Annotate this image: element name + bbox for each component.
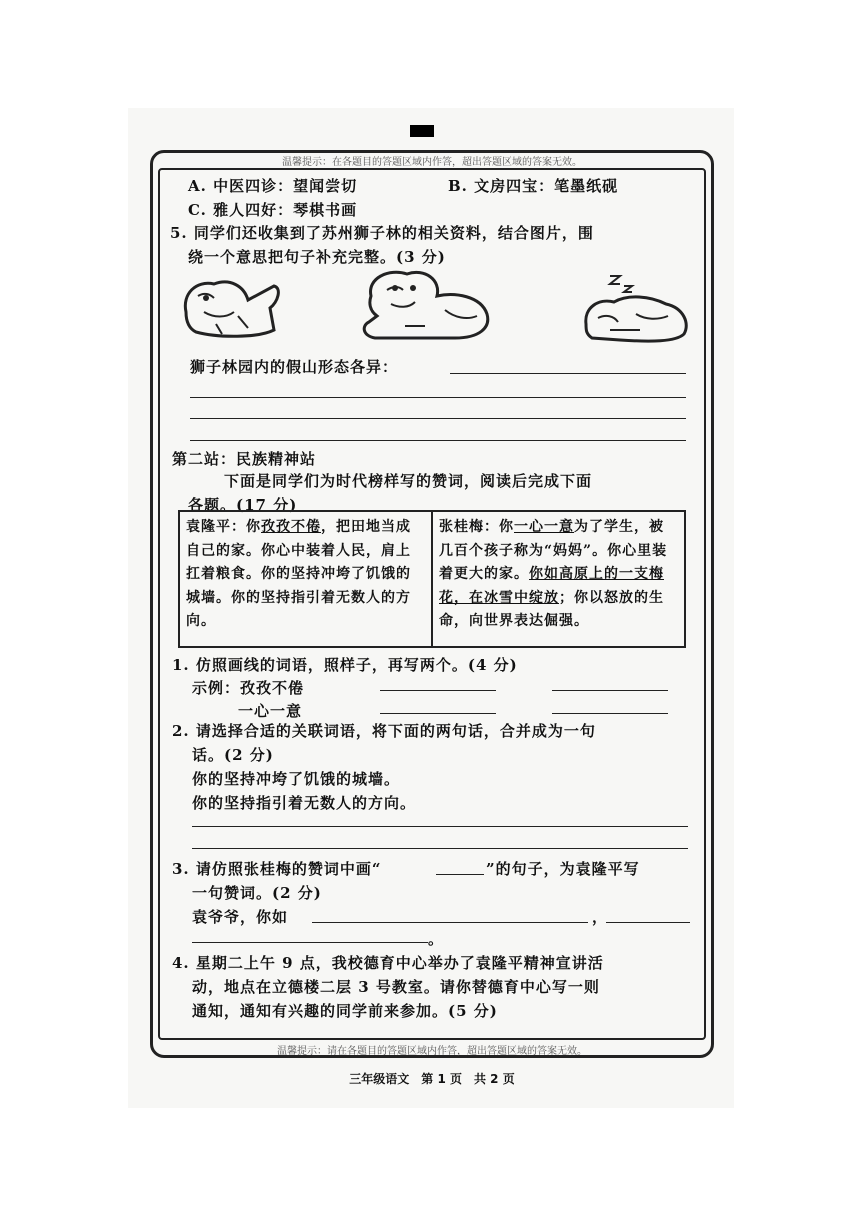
option-b: B. 文房四宝：笔墨纸砚 xyxy=(448,177,619,195)
q1-answer-3[interactable] xyxy=(380,713,496,714)
q5-answer-line-4[interactable] xyxy=(190,440,686,441)
q4-line2: 动，地点在立德楼二层 3 号教室。请你替德育中心写一则 xyxy=(192,978,600,996)
q3-inline-underline xyxy=(436,874,484,875)
bottom-notice: 温馨提示：请在各题目的答题区域内作答，超出答题区域的答案无效。 xyxy=(277,1046,587,1057)
q5-answer-line-1[interactable] xyxy=(450,373,686,374)
lion-rock-image-1 xyxy=(178,272,288,344)
q2-sentence-2: 你的坚持指引着无数人的方向。 xyxy=(192,794,417,812)
q2-answer-line-1[interactable] xyxy=(192,826,688,827)
praise-yuan-longping: 袁隆平：你孜孜不倦，把田地当成自己的家。你心中装着人民，肩上扛着粮食。你的坚持冲垮了饥饿的城墙。你的坚持指引着无数人的方向。 xyxy=(186,519,411,629)
praise-left-name: 袁隆平： xyxy=(186,519,246,535)
lion-rock-image-3 xyxy=(580,272,692,344)
q2-line2: 话。(2 分) xyxy=(192,746,274,764)
q1-text: 1. 仿照画线的词语，照样子，再写两个。(4 分) xyxy=(172,656,518,674)
q2-sentence-1: 你的坚持冲垮了饥饿的城墙。 xyxy=(192,770,401,788)
praise-table xyxy=(178,510,686,648)
q1-example-2: 一心一意 xyxy=(238,702,303,720)
q3-answer-1[interactable] xyxy=(312,922,588,923)
q1-example-label: 示例：孜孜不倦 xyxy=(192,679,305,697)
q3-line1b: ”的句子，为袁隆平写 xyxy=(486,860,640,878)
praise-left-underline: 孜孜不倦 xyxy=(261,519,321,535)
q5-answer-line-3[interactable] xyxy=(190,418,686,419)
q3-line1a: 3. 请仿照张桂梅的赞词中画“ xyxy=(172,860,382,878)
praise-right-name: 张桂梅： xyxy=(439,519,499,535)
praise-zhang-guimei: 张桂梅：你一心一意为了学生，被几百个孩子称为“妈妈”。你心里装着更大的家。你如高原上的一支梅花，在冰雪中绽放；你以怒放的生命，向世界表达倔强。 xyxy=(431,512,684,646)
station2-intro-2: 各题。(17 分) xyxy=(188,496,298,514)
top-notice: 温馨提示：在各题目的答题区域内作答，超出答题区域的答案无效。 xyxy=(282,157,582,168)
q1-answer-1[interactable] xyxy=(380,690,496,691)
q3-answer-3[interactable] xyxy=(192,942,428,943)
q2-line1: 2. 请选择合适的关联词语，将下面的两句话，合并成为一句 xyxy=(172,722,596,740)
q5-prompt: 狮子林园内的假山形态各异： xyxy=(190,358,399,376)
q1-answer-2[interactable] xyxy=(552,690,668,691)
q4-line3: 通知，通知有兴趣的同学前来参加。(5 分) xyxy=(192,1002,498,1020)
praise-right-underline-2: 你如高原上的一支梅花，在冰雪中绽放 xyxy=(439,566,664,606)
option-a: A. 中医四诊：望闻尝切 xyxy=(188,177,358,195)
alignment-marker xyxy=(410,125,434,137)
page-footer: 三年级语文 第 1 页 共 2 页 xyxy=(349,1072,515,1086)
q5-answer-line-2[interactable] xyxy=(190,397,686,398)
q1-answer-4[interactable] xyxy=(552,713,668,714)
q3-line2: 一句赞词。(2 分) xyxy=(192,884,322,902)
q3-answer-2[interactable] xyxy=(606,922,690,923)
station2-title: 第二站：民族精神站 xyxy=(172,450,317,468)
q3-start: 袁爷爷，你如 xyxy=(192,908,289,926)
station2-intro-1: 下面是同学们为时代榜样写的赞词，阅读后完成下面 xyxy=(224,472,593,490)
q4-line1: 4. 星期二上午 9 点，我校德育中心举办了袁隆平精神宣讲活 xyxy=(172,954,604,972)
q2-answer-line-2[interactable] xyxy=(192,848,688,849)
q5-line1: 5. 同学们还收集到了苏州狮子林的相关资料，结合图片，围 xyxy=(170,224,594,242)
praise-right-underline-1: 一心一意 xyxy=(514,519,574,535)
option-c: C. 雅人四好：琴棋书画 xyxy=(188,201,358,219)
lion-rock-image-2 xyxy=(355,266,495,344)
q5-line2: 绕一个意思把句子补充完整。(3 分) xyxy=(188,248,446,266)
